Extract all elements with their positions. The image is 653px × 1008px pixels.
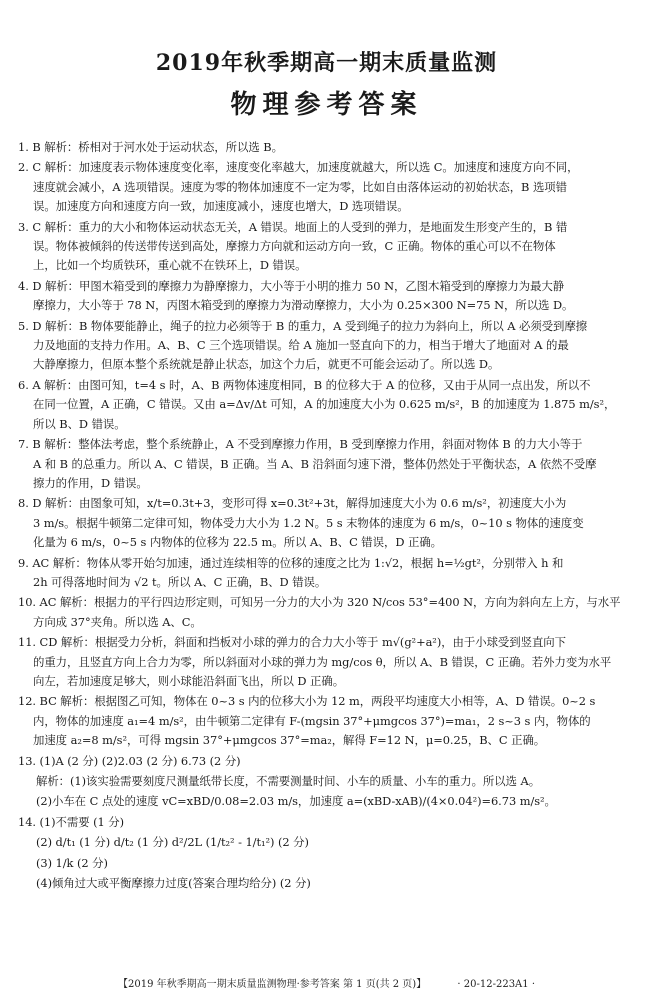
answer-item [18,874,646,893]
answer-line: (3) 1/k (2 分) [36,855,108,870]
answer-line-continued: 速度就会减小，A 选项错误。速度为零的物体加速度不一定为零，比如自由落体运动的初始状态，B 选项错 [33,179,567,194]
answer-item [18,692,646,750]
answer-line: (4)倾角过大或平衡摩擦力过度(答案合理均给分) (2 分) [36,876,311,891]
answer-line-continued: 所以 B、D 错误。 [33,416,126,431]
answer-line-continued: 向左，若加速度足够大，则小球能沿斜面飞出，所以 D 正确。 [33,673,345,688]
answer-item [18,772,646,791]
answer-item [18,277,646,316]
answer-line-continued: 误。加速度方向和速度方向一致，加速度减小，速度也增大，D 选项错误。 [33,199,409,214]
answer-item [18,554,646,593]
answer-item [18,833,646,852]
answer-line-continued: 擦力的作用，D 错误。 [33,475,148,490]
footer-text: 【2019 年秋季期高一期末质量监测物理·参考答案 第 1 页(共 2 页)】 [117,979,427,990]
answer-line-continued: 内，物体的加速度 a₁=4 m/s²，由牛顿第二定律有 F-(mgsin 37°+μmgcos 37°)=ma₁，2 s~3 s 内，物体的 [33,713,591,728]
answer-line: 13. (1)A (2 分) (2)2.03 (2 分) 6.73 (2 分) [18,753,241,768]
answer-line: (2)小车在 C 点处的速度 vC=xBD/0.08=2.03 m/s，加速度 a=(xBD-xAB)/(4×0.04²)=6.73 m/s²。 [36,794,556,809]
answer-line-continued: 加速度 a₂=8 m/s²，可得 mgsin 37°+μmgcos 37°=ma₂，解得 F=12 N，μ=0.25，B、C 正确。 [33,733,546,748]
page-footer [0,975,653,990]
answer-item [18,494,646,552]
answer-line: 5. D 解析：B 物体要能静止，绳子的拉力必须等于 B 的重力，A 受到绳子的拉力为斜向上，所以 A 必须受到摩擦 [18,318,588,333]
answer-item [18,435,646,493]
footer-code: · 20-12-223A1 · [457,979,535,990]
answer-line-continued: 的重力，且竖直方向上合力为零，所以斜面对小球的弹力为 mg/cos θ，所以 A、B 错误，C 正确。若外力变为水平 [33,654,612,669]
answer-line: 10. AC 解析：根据力的平行四边形定则，可知另一分力的大小为 320 N/cos 53°=400 N，方向为斜向左上方，与水平 [18,595,621,610]
answer-line-continued: 化量为 6 m/s，0~5 s 内物体的位移为 22.5 m。所以 A、B、C 错误，D 正确。 [33,535,443,550]
answer-line-continued: 2h 可得落地时间为 √2 t。所以 A、C 正确，B、D 错误。 [33,574,327,589]
answer-item [18,593,646,632]
answer-line-continued: A 和 B 的总重力。所以 A、C 错误，B 正确。当 A、B 沿斜面匀速下滑，整体仍然处于平衡状态，A 依然不受摩 [33,456,597,471]
answer-list [18,138,646,894]
answer-line-continued: 摩擦力，大小等于 78 N，丙图木箱受到的摩擦力为滑动摩擦力，大小为 0.25×300 N=75 N，所以选 D。 [33,298,574,313]
answer-line-continued: 方向成 37°夹角。所以选 A、C。 [33,614,202,629]
answer-line: 1. B 解析：桥相对于河水处于运动状态，所以选 B。 [18,140,283,154]
answer-line: 2. C 解析：加速度表示物体速度变化率，速度变化率越大，加速度就越大，所以选 C。加速度和速度方向不同， [18,160,579,175]
answer-line-continued: 力及地面的支持力作用。A、B、C 三个选项错误。给 A 施加一竖直向下的力，相当于增大了地面对 A 的最 [33,338,569,353]
document-subtitle: 物理参考答案 [230,90,423,120]
answer-line: 7. B 解析：整体法考虑，整个系统静止，A 不受到摩擦力作用，B 受到摩擦力作用，斜面对物体 B 的力大小等于 [18,437,583,452]
answer-item [18,317,646,375]
answer-item [18,633,646,691]
answer-item [18,218,646,276]
answer-item [18,752,646,771]
answer-item [18,813,646,832]
answer-line: 14. (1)不需要 (1 分) [18,814,125,829]
answer-line: 12. BC 解析：根据图乙可知，物体在 0~3 s 内的位移大小为 12 m，两段平均速度大小相等，A、D 错误。0~2 s [18,694,596,709]
answer-item [18,376,646,434]
answer-line-continued: 在同一位置，A 正确，C 错误。又由 a=Δv/Δt 可知，A 的加速度大小为 0.625 m/s²，B 的加速度为 1.875 m/s²， [33,397,616,412]
answer-line-continued: 上，比如一个均质铁环，重心就不在铁环上，D 错误。 [33,258,307,273]
answer-line: (2) d/t₁ (1 分) d/t₂ (1 分) d²/2L (1/t₂² - 1/t₁²) (2 分) [36,835,309,850]
answer-item [18,792,646,811]
answer-line: 6. A 解析：由图可知，t=4 s 时，A、B 两物体速度相同，B 的位移大于 A 的位移，又由于从同一点出发，所以不 [18,377,591,392]
answer-line: 3. C 解析：重力的大小和物体运动状态无关，A 错误。地面上的人受到的弹力，是地面发生形变产生的，B 错 [18,219,568,234]
answer-line: 9. AC 解析：物体从零开始匀加速，通过连续相等的位移的速度之比为 1:√2，根据 h=½gt²，分别带入 h 和 [18,555,564,570]
answer-line-continued: 误。物体被倾斜的传送带传送到高处，摩擦力方向就和运动方向一致，C 正确。物体的重心可以不在物体 [33,239,556,254]
answer-line: 4. D 解析：甲图木箱受到的摩擦力为静摩擦力，大小等于小明的推力 50 N，乙图木箱受到的摩擦力为最大静 [18,278,565,293]
answer-line: 11. CD 解析：根据受力分析，斜面和挡板对小球的弹力的合力大小等于 m√(g²+a²)，由于小球受到竖直向下 [18,635,566,650]
document-title: 2019年秋季期高一期末质量监测 [155,50,498,76]
answer-line-continued: 大静摩擦力，但原本整个系统就是静止状态，加这个力后，就更不可能会运动了。所以选 D。 [33,357,500,372]
answer-item [18,158,646,216]
answer-line: 8. D 解析：由图象可知，x/t=0.3t+3，变形可得 x=0.3t²+3t，解得加速度大小为 0.6 m/s²，初速度大小为 [18,496,567,511]
answer-line: 解析：(1)该实验需要刻度尺测量纸带长度，不需要测量时间、小车的质量、小车的重力。所以选 A。 [36,774,541,788]
answer-item [18,854,646,873]
answer-line-continued: 3 m/s。根据牛顿第二定律可知，物体受力大小为 1.2 N。5 s 末物体的速度为 6 m/s，0~10 s 物体的速度变 [33,515,584,530]
answer-item [18,138,646,157]
